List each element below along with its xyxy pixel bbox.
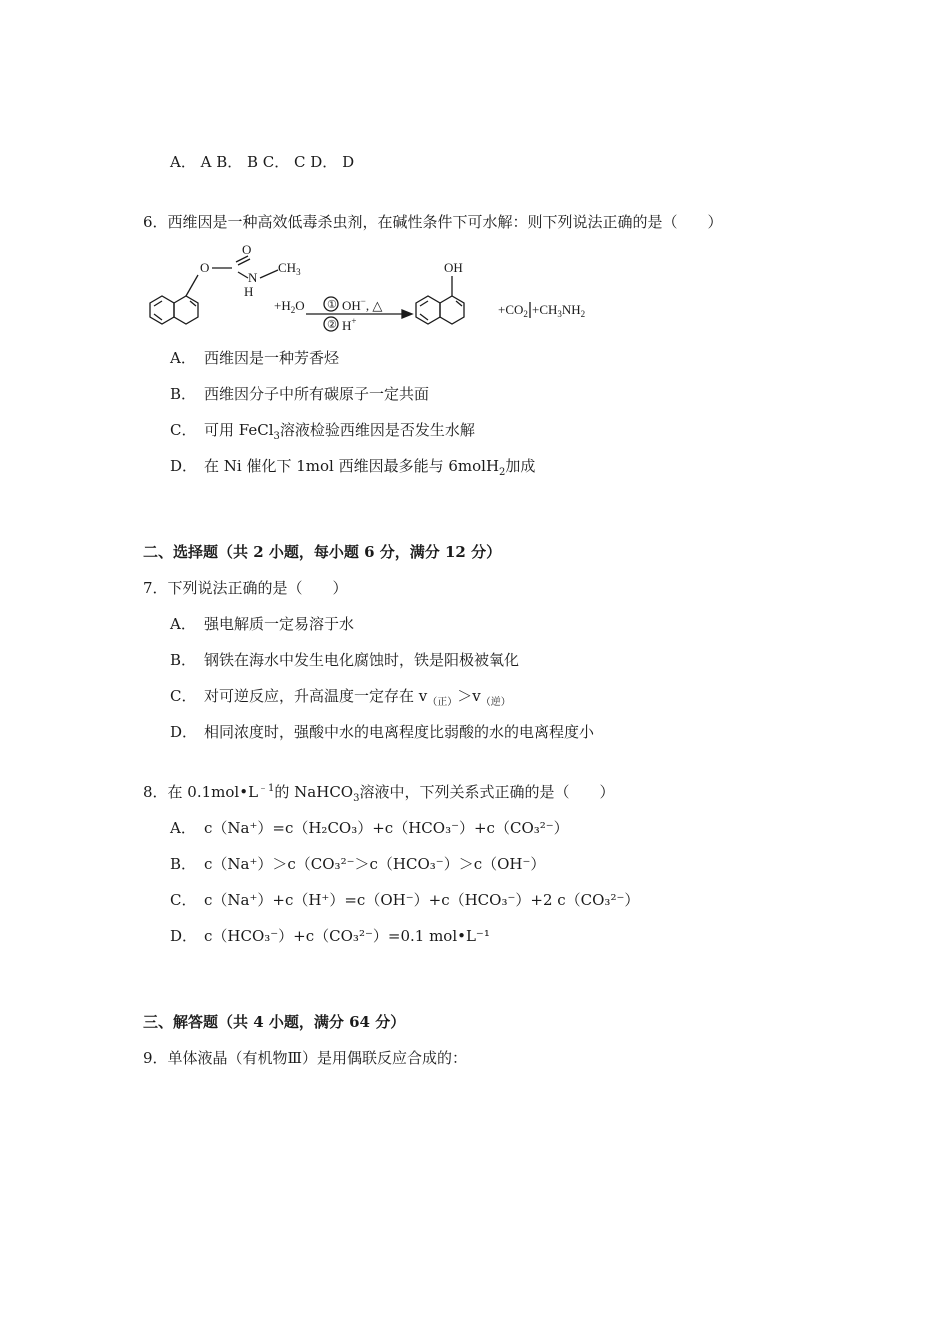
q8-option-d: D． c（HCO₃⁻）+c（CO₃²⁻）=0.1 mol•L⁻¹	[170, 927, 490, 945]
methyl-group: $CH_3$	[278, 260, 301, 277]
condition-1-number: ①	[327, 299, 337, 311]
ester-oxygen: O	[200, 260, 210, 275]
co2-product: $+CO_2$	[498, 302, 528, 319]
q7-option-c: C． 对可逆反应，升高温度一定存在 $v_{(正)}>v_{(逆)}$	[170, 687, 511, 708]
carbonyl-oxygen: O	[242, 242, 252, 257]
q8-option-b: B． c（Na⁺）＞c（CO₃²⁻＞c（HCO₃⁻）＞c（OH⁻）	[170, 855, 546, 873]
q8-stem: 8．在 $0.1mol•L^{﹣1}$的 NaHCO$_3$溶液中，下列关系式正确的是（ ）	[143, 783, 615, 804]
q8-option-c: C． c（Na⁺）+c（H⁺）=c（OH⁻）+c（HCO₃⁻）+2 c（CO₃²⁻）	[170, 891, 640, 909]
q6-option-a: A． 西维因是一种芳香烃	[170, 349, 340, 367]
nitrogen-atom: N	[248, 270, 258, 285]
water-reactant: $+H_2O$	[274, 298, 305, 315]
condition-2: H+	[342, 316, 357, 333]
methylamine-product: $+CH_3NH_2$	[532, 302, 586, 319]
q5-answer-choices: A． A B． B C． C D． D	[170, 153, 355, 171]
amine-hydrogen: H	[244, 284, 254, 299]
q7-option-d: D． 相同浓度时，强酸中水的电离程度比弱酸的水的电离程度小	[170, 723, 595, 741]
condition-2-number: ②	[327, 319, 337, 331]
q6-stem: 6．西维因是一种高效低毒杀虫剂，在碱性条件下可水解：则下列说法正确的是（ ）	[143, 213, 723, 231]
hydroxyl-group: OH	[444, 260, 463, 275]
q7-option-a: A． 强电解质一定易溶于水	[170, 615, 355, 633]
section-3-heading: 三、解答题（共 4 小题，满分 64 分）	[143, 1013, 406, 1031]
q7-option-b: B． 钢铁在海水中发生电化腐蚀时，铁是阳极被氧化	[170, 651, 520, 669]
q9-stem: 9．单体液晶（有机物Ⅲ）是用偶联反应合成的：	[143, 1049, 468, 1067]
q6-option-c: C． 可用 FeCl$_3$溶液检验西维因是否发生水解	[170, 421, 475, 442]
q8-option-a: A． c（Na⁺）=c（H₂CO₃）+c（HCO₃⁻）+c（CO₃²⁻）	[170, 819, 569, 837]
condition-1: OH−, △	[342, 296, 383, 313]
q7-stem: 7．下列说法正确的是（ ）	[143, 579, 348, 597]
section-2-heading: 二、选择题（共 2 小题，每小题 6 分，满分 12 分）	[143, 543, 502, 561]
q6-option-b: B． 西维因分子中所有碳原子一定共面	[170, 385, 430, 403]
reaction-scheme	[140, 240, 620, 340]
q6-option-d: D． 在 Ni 催化下 1mol 西维因最多能与 6molH$_2$加成	[170, 457, 536, 478]
